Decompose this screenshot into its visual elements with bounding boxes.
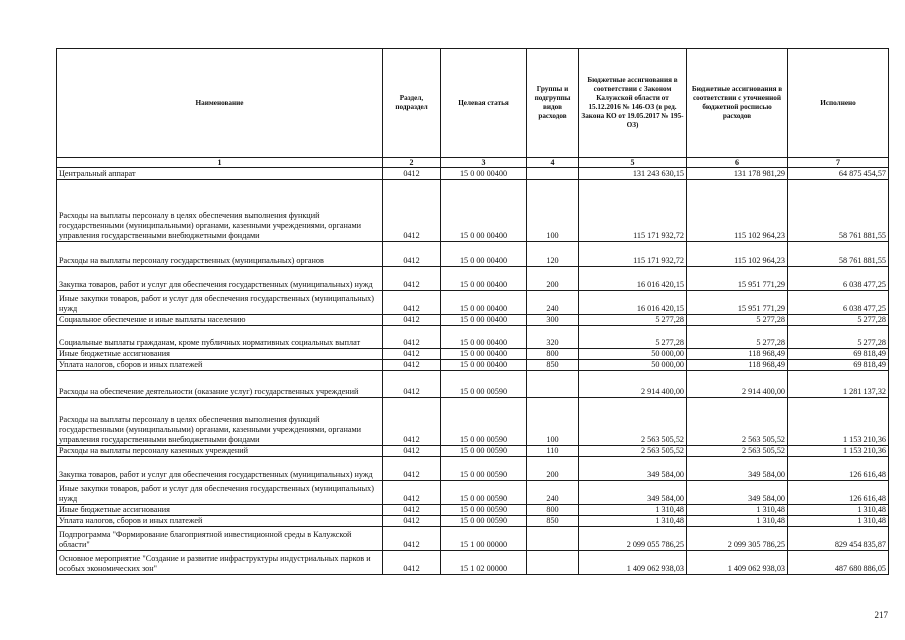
column-number: 6 xyxy=(687,158,788,168)
header-law-appropriations: Бюджетные ассигнования в соответствии с Законом Калужской области от 15.12.2016 № 146-ОЗ (в ред. Закона КО от 19.05.2017 № 195-ОЗ) xyxy=(579,49,687,158)
header-executed: Исполнено xyxy=(788,49,889,158)
row-expense-group: 100 xyxy=(527,398,579,446)
row-target-article: 15 0 00 00400 xyxy=(441,349,527,360)
row-roster-appropriations: 5 277,28 xyxy=(687,315,788,326)
row-executed: 1 153 210,36 xyxy=(788,446,889,457)
row-law-appropriations: 115 171 932,72 xyxy=(579,242,687,267)
row-target-article: 15 0 00 00590 xyxy=(441,516,527,527)
column-number: 7 xyxy=(788,158,889,168)
row-roster-appropriations: 5 277,28 xyxy=(687,326,788,349)
row-section: 0412 xyxy=(383,398,441,446)
row-section: 0412 xyxy=(383,457,441,481)
row-section: 0412 xyxy=(383,505,441,516)
row-executed: 1 281 137,32 xyxy=(788,371,889,398)
row-section: 0412 xyxy=(383,291,441,315)
row-target-article: 15 0 00 00590 xyxy=(441,446,527,457)
row-executed: 6 038 477,25 xyxy=(788,291,889,315)
row-expense-group: 200 xyxy=(527,267,579,291)
row-target-article: 15 0 00 00590 xyxy=(441,371,527,398)
column-number: 1 xyxy=(57,158,383,168)
table-row xyxy=(57,242,889,267)
row-section: 0412 xyxy=(383,360,441,371)
row-expense-group: 120 xyxy=(527,242,579,267)
row-executed: 1 310,48 xyxy=(788,505,889,516)
row-executed: 69 818,49 xyxy=(788,360,889,371)
row-section: 0412 xyxy=(383,481,441,505)
row-expense-group: 800 xyxy=(527,349,579,360)
table-row xyxy=(57,398,889,446)
row-target-article: 15 0 00 00590 xyxy=(441,457,527,481)
row-section: 0412 xyxy=(383,180,441,242)
row-target-article: 15 0 00 00590 xyxy=(441,398,527,446)
row-section: 0412 xyxy=(383,315,441,326)
table-row xyxy=(57,168,889,180)
row-expense-group xyxy=(527,371,579,398)
row-law-appropriations: 131 243 630,15 xyxy=(579,168,687,180)
row-name: Расходы на выплаты персоналу государственных (муниципальных) органов xyxy=(57,242,383,267)
row-law-appropriations: 16 016 420,15 xyxy=(579,267,687,291)
row-executed: 58 761 881,55 xyxy=(788,242,889,267)
row-target-article: 15 0 00 00400 xyxy=(441,242,527,267)
row-name: Основное мероприятие "Создание и развитие инфраструктуры индустриальных парков и особых экономических зон" xyxy=(57,551,383,575)
row-name: Иные закупки товаров, работ и услуг для обеспечения государственных (муниципальных) нужд xyxy=(57,291,383,315)
table-row xyxy=(57,457,889,481)
row-expense-group xyxy=(527,527,579,551)
row-roster-appropriations: 15 951 771,29 xyxy=(687,267,788,291)
row-name: Социальное обеспечение и иные выплаты населению xyxy=(57,315,383,326)
table-row xyxy=(57,505,889,516)
row-name: Закупка товаров, работ и услуг для обеспечения государственных (муниципальных) нужд xyxy=(57,267,383,291)
row-name: Расходы на обеспечение деятельности (оказание услуг) государственных учреждений xyxy=(57,371,383,398)
row-law-appropriations: 1 310,48 xyxy=(579,516,687,527)
row-target-article: 15 0 00 00590 xyxy=(441,481,527,505)
row-name: Расходы на выплаты персоналу в целях обеспечения выполнения функций государственными (муниципальными) органами, казенными учреждениями, органами управления государственными внебюджетными фондами xyxy=(57,180,383,242)
row-law-appropriations: 2 099 055 786,25 xyxy=(579,527,687,551)
table-row xyxy=(57,360,889,371)
row-roster-appropriations: 2 563 505,52 xyxy=(687,446,788,457)
row-executed: 5 277,28 xyxy=(788,326,889,349)
row-law-appropriations: 5 277,28 xyxy=(579,315,687,326)
table-row xyxy=(57,315,889,326)
row-target-article: 15 0 00 00590 xyxy=(441,505,527,516)
row-expense-group: 110 xyxy=(527,446,579,457)
column-number: 4 xyxy=(527,158,579,168)
row-target-article: 15 0 00 00400 xyxy=(441,180,527,242)
row-roster-appropriations: 15 951 771,29 xyxy=(687,291,788,315)
row-roster-appropriations: 1 409 062 938,03 xyxy=(687,551,788,575)
row-law-appropriations: 2 563 505,52 xyxy=(579,446,687,457)
row-law-appropriations: 1 310,48 xyxy=(579,505,687,516)
row-name: Расходы на выплаты персоналу в целях обеспечения выполнения функций государственными (муниципальными) органами, казенными учреждениями, органами управления государственными внебюджетными фондами xyxy=(57,398,383,446)
row-target-article: 15 0 00 00400 xyxy=(441,267,527,291)
row-section: 0412 xyxy=(383,168,441,180)
row-name: Подпрограмма "Формирование благоприятной инвестиционной среды в Калужской области" xyxy=(57,527,383,551)
row-law-appropriations: 50 000,00 xyxy=(579,349,687,360)
row-section: 0412 xyxy=(383,446,441,457)
row-name: Уплата налогов, сборов и иных платежей xyxy=(57,516,383,527)
row-roster-appropriations: 115 102 964,23 xyxy=(687,180,788,242)
table-body xyxy=(57,168,889,575)
header-name: Наименование xyxy=(57,49,383,158)
table-row xyxy=(57,446,889,457)
row-section: 0412 xyxy=(383,527,441,551)
row-section: 0412 xyxy=(383,516,441,527)
row-law-appropriations: 349 584,00 xyxy=(579,481,687,505)
row-section: 0412 xyxy=(383,326,441,349)
row-roster-appropriations: 2 563 505,52 xyxy=(687,398,788,446)
row-expense-group: 850 xyxy=(527,360,579,371)
row-law-appropriations: 5 277,28 xyxy=(579,326,687,349)
row-target-article: 15 1 02 00000 xyxy=(441,551,527,575)
row-name: Уплата налогов, сборов и иных платежей xyxy=(57,360,383,371)
row-roster-appropriations: 349 584,00 xyxy=(687,481,788,505)
row-executed: 1 310,48 xyxy=(788,516,889,527)
row-law-appropriations: 16 016 420,15 xyxy=(579,291,687,315)
row-name: Центральный аппарат xyxy=(57,168,383,180)
row-name: Иные бюджетные ассигнования xyxy=(57,349,383,360)
row-roster-appropriations: 2 914 400,00 xyxy=(687,371,788,398)
row-executed: 829 454 835,87 xyxy=(788,527,889,551)
row-section: 0412 xyxy=(383,349,441,360)
row-expense-group: 800 xyxy=(527,505,579,516)
row-roster-appropriations: 1 310,48 xyxy=(687,516,788,527)
row-expense-group: 320 xyxy=(527,326,579,349)
table-row xyxy=(57,349,889,360)
row-executed: 126 616,48 xyxy=(788,481,889,505)
row-executed: 6 038 477,25 xyxy=(788,267,889,291)
row-executed: 58 761 881,55 xyxy=(788,180,889,242)
row-expense-group: 240 xyxy=(527,291,579,315)
header-section: Раздел, подраздел xyxy=(383,49,441,158)
row-name: Социальные выплаты гражданам, кроме публичных нормативных социальных выплат xyxy=(57,326,383,349)
table-header xyxy=(57,49,889,168)
row-roster-appropriations: 131 178 981,29 xyxy=(687,168,788,180)
row-roster-appropriations: 1 310,48 xyxy=(687,505,788,516)
table-row xyxy=(57,551,889,575)
row-executed: 5 277,28 xyxy=(788,315,889,326)
row-target-article: 15 0 00 00400 xyxy=(441,168,527,180)
table-row xyxy=(57,291,889,315)
header-expense-group: Группы и подгруппы видов расходов xyxy=(527,49,579,158)
row-section: 0412 xyxy=(383,551,441,575)
row-roster-appropriations: 118 968,49 xyxy=(687,349,788,360)
table-row xyxy=(57,527,889,551)
row-target-article: 15 0 00 00400 xyxy=(441,291,527,315)
row-executed: 69 818,49 xyxy=(788,349,889,360)
table-row xyxy=(57,371,889,398)
row-target-article: 15 1 00 00000 xyxy=(441,527,527,551)
row-expense-group: 850 xyxy=(527,516,579,527)
row-target-article: 15 0 00 00400 xyxy=(441,315,527,326)
row-roster-appropriations: 115 102 964,23 xyxy=(687,242,788,267)
row-roster-appropriations: 118 968,49 xyxy=(687,360,788,371)
row-expense-group: 100 xyxy=(527,180,579,242)
header-roster-appropriations: Бюджетные ассигнования в соответствии с уточненной бюджетной росписью расходов xyxy=(687,49,788,158)
row-roster-appropriations: 349 584,00 xyxy=(687,457,788,481)
row-name: Иные закупки товаров, работ и услуг для обеспечения государственных (муниципальных) нужд xyxy=(57,481,383,505)
row-name: Расходы на выплаты персоналу казенных учреждений xyxy=(57,446,383,457)
row-name: Иные бюджетные ассигнования xyxy=(57,505,383,516)
column-number: 3 xyxy=(441,158,527,168)
row-section: 0412 xyxy=(383,267,441,291)
table-row xyxy=(57,481,889,505)
header-target-article: Целевая статья xyxy=(441,49,527,158)
table-row xyxy=(57,326,889,349)
row-name: Закупка товаров, работ и услуг для обеспечения государственных (муниципальных) нужд xyxy=(57,457,383,481)
row-expense-group: 300 xyxy=(527,315,579,326)
row-expense-group: 200 xyxy=(527,457,579,481)
row-expense-group xyxy=(527,551,579,575)
row-law-appropriations: 2 563 505,52 xyxy=(579,398,687,446)
row-target-article: 15 0 00 00400 xyxy=(441,360,527,371)
row-expense-group xyxy=(527,168,579,180)
table-row xyxy=(57,267,889,291)
row-expense-group: 240 xyxy=(527,481,579,505)
page-number: 217 xyxy=(874,610,888,620)
column-number: 5 xyxy=(579,158,687,168)
row-target-article: 15 0 00 00400 xyxy=(441,326,527,349)
table-row xyxy=(57,516,889,527)
row-law-appropriations: 2 914 400,00 xyxy=(579,371,687,398)
row-executed: 1 153 210,36 xyxy=(788,398,889,446)
row-law-appropriations: 1 409 062 938,03 xyxy=(579,551,687,575)
row-law-appropriations: 115 171 932,72 xyxy=(579,180,687,242)
row-section: 0412 xyxy=(383,242,441,267)
row-executed: 64 875 454,57 xyxy=(788,168,889,180)
row-law-appropriations: 50 000,00 xyxy=(579,360,687,371)
budget-table xyxy=(56,48,889,575)
table-row xyxy=(57,180,889,242)
row-executed: 487 680 886,05 xyxy=(788,551,889,575)
row-executed: 126 616,48 xyxy=(788,457,889,481)
row-law-appropriations: 349 584,00 xyxy=(579,457,687,481)
row-section: 0412 xyxy=(383,371,441,398)
row-roster-appropriations: 2 099 305 786,25 xyxy=(687,527,788,551)
column-number: 2 xyxy=(383,158,441,168)
